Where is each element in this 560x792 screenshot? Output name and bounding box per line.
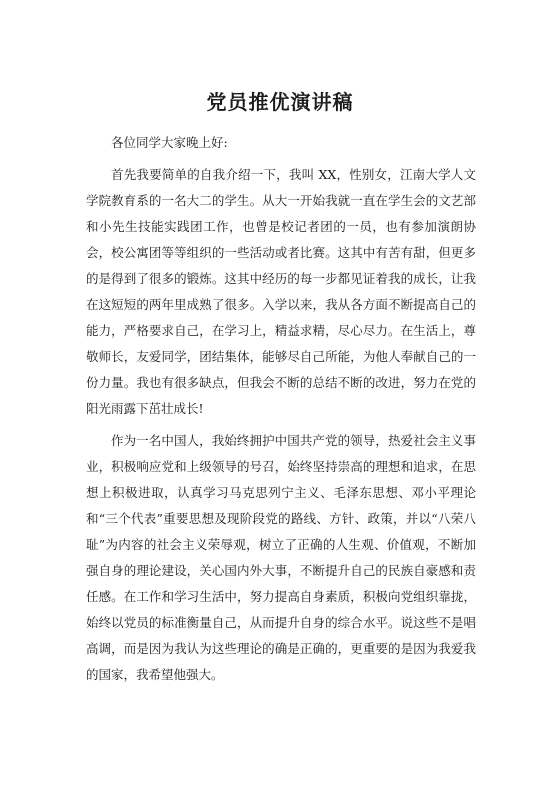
- document-title: 党员推优演讲稿: [206, 90, 354, 114]
- paragraph-political-stance: 作为一名中国人，我始终拥护中国共产党的领导，热爱社会主义事业，积极响应党和上级领导的号召，始终坚持崇高的理想和追求，在思想上积极进取，认真学习马克思列宁主义、毛泽东思想、邓小平理论和“三个代表”重要思想及现阶段党的路线、方针、政策，并以“八荣八耻”为内容的社会主义荣辱观，树立了正确的人生观、价值观，不断加强自身的理论建设，关心国内外大事，不断提升自己的民族自豪感和责任感。在工作和学习生活中，努力提高自身素质，积极向党组织靠拢，始终以党员的标准衡量自己，从而提升自身的综合水平。说这些不是唱高调，而是因为我认为这些理论的确是正确的，更重要的是因为我爱我的国家，我希望他强大。: [86, 433, 476, 682]
- document-body: [86, 130, 476, 688]
- greeting-line: 各位同学大家晚上好:: [111, 135, 228, 150]
- paragraph-introduction: 首先我要简单的自我介绍一下，我叫 XX，性别女，江南大学人文学院教育系的一名大二的学生。从大一开始我就一直在学生会的文艺部和小先生技能实践团工作，也曾是校记者团的一员，也有参加演朗协会，校公寓团等等组织的一些活动或者比赛。这其中有苦有甜，但更多的是得到了很多的锻炼。这其中经历的每一步都见证着我的成长，让我在这短短的两年里成熟了很多。入学以来，我从各方面不断提高自己的能力，严格要求自己，在学习上，精益求精，尽心尽力。在生活上，尊敬师长，友爱同学，团结集体，能够尽自己所能，为他人奉献自己的一份力量。我也有很多缺点，但我会不断的总结不断的改进，努力在党的阳光雨露下茁壮成长!: [86, 167, 476, 416]
